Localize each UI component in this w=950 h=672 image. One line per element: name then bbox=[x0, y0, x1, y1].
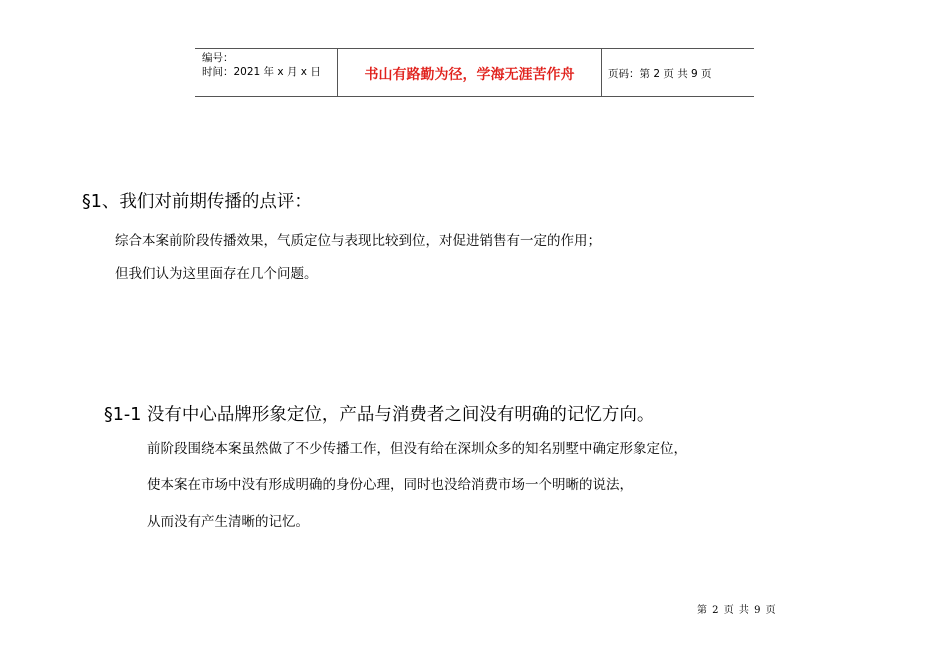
header-time-label: 时间：2021 年 x 月 x 日 bbox=[202, 66, 321, 78]
document-header bbox=[195, 48, 754, 97]
header-meta-cell bbox=[195, 49, 338, 96]
subsection-paragraph: 使本案在市场中没有形成明确的身份心理，同时也没给消费市场一个明晰的说法， bbox=[147, 477, 633, 493]
subsection-title: §1-1 没有中心品牌形象定位，产品与消费者之间没有明确的记忆方向。 bbox=[104, 405, 655, 425]
header-motto: 书山有路勤为径，学海无涯苦作舟 bbox=[338, 49, 602, 96]
subsection-paragraph: 从而没有产生清晰的记忆。 bbox=[147, 514, 309, 530]
section-paragraph: 但我们认为这里面存在几个问题。 bbox=[115, 266, 318, 282]
header-page-label: 页码：第 2 页 共 9 页 bbox=[608, 68, 712, 80]
header-number-label: 编号： bbox=[202, 52, 234, 64]
subsection-paragraph: 前阶段围绕本案虽然做了不少传播工作，但没有给在深圳众多的知名别墅中确定形象定位， bbox=[147, 441, 687, 457]
section-title: §1、我们对前期传播的点评： bbox=[82, 192, 312, 212]
section-paragraph: 综合本案前阶段传播效果，气质定位与表现比较到位，对促进销售有一定的作用； bbox=[115, 233, 601, 249]
page-footer: 第 2 页 共 9 页 bbox=[697, 605, 777, 616]
